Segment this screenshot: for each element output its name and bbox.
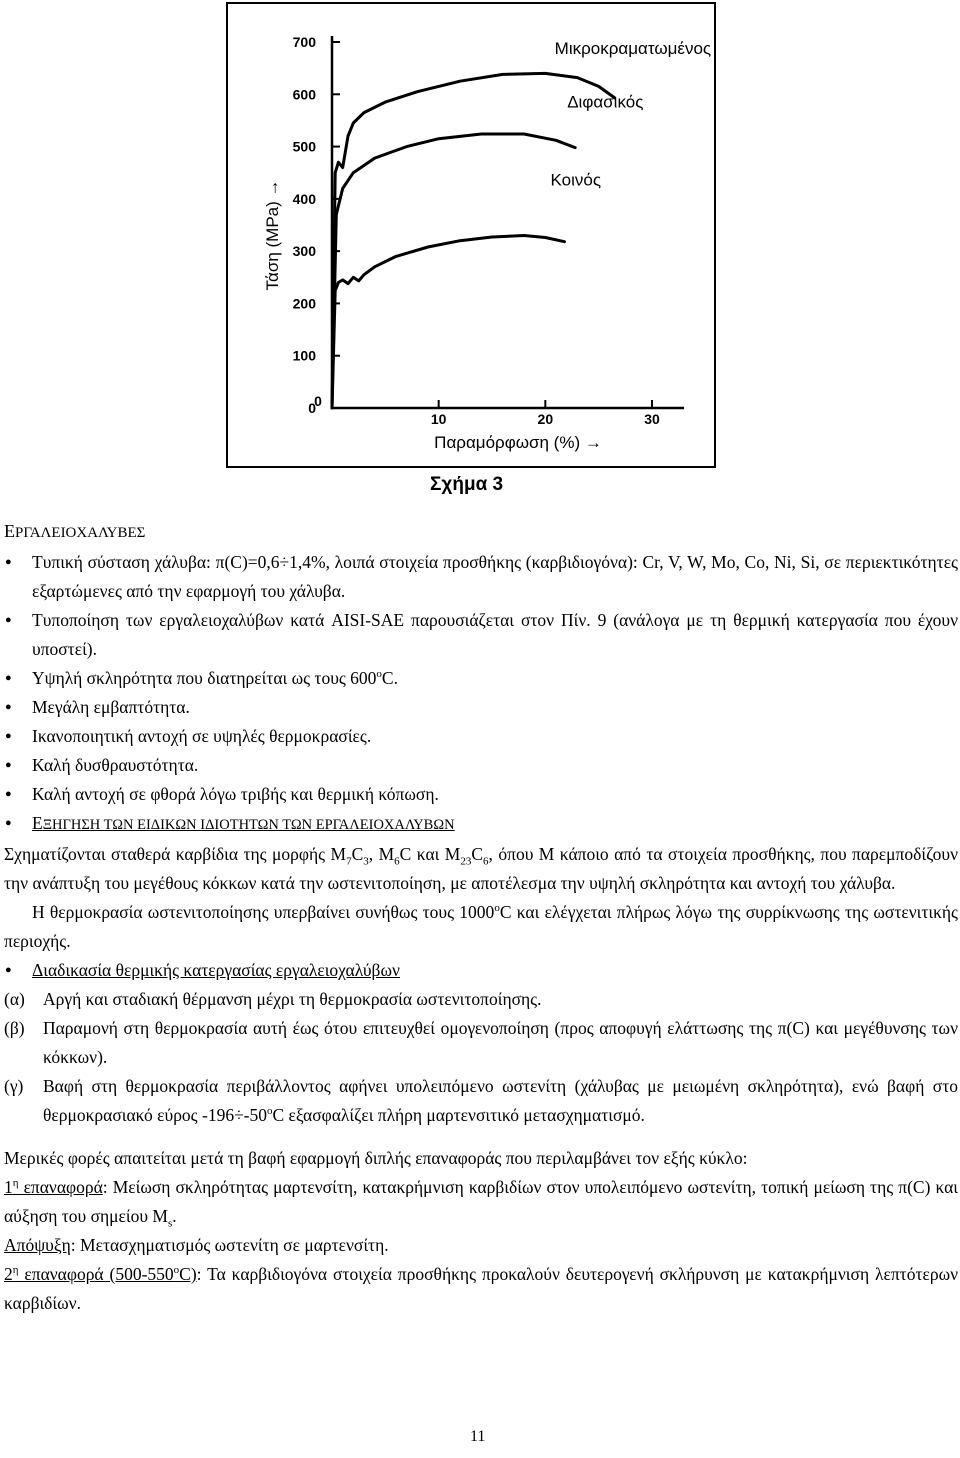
tempering-second: $2^\eta$ επαναφορά (500-550$^o$C): Τα καρβιδιογόνα στοιχεία προσθήκης προκαλούν δευτερογενή σκλήρυνση με κατακρήμνιση λεπτότερων καρβιδίων. [4,1264,958,1313]
stress-strain-chart [228,4,714,466]
x-tick-label: 0 [314,393,322,409]
y-tick-label: 300 [292,243,316,260]
list-item: ● Ικανοποιητική αντοχή σε υψηλές θερμοκρασίες. [4,722,958,751]
list-item: ● Τυπική σύσταση χάλυβα: π(C)=0,6÷1,4%, λοιπά στοιχεία προσθήκης (καρβιδιογόνα): Cr, V, W, Mo, Co, Ni, Si, σε περιεκτικότητες εξαρτώμενες από την εφαρμογή του χάλυβα. [4,548,958,606]
series-label: Διφασικός [567,92,644,112]
list-item: ● Καλή αντοχή σε φθορά λόγω τριβής και θερμική κόπωση. [4,780,958,809]
x-tick-label: 10 [430,411,447,427]
page-number: 11 [470,1428,486,1445]
explanation-paragraph: Σχηματίζονται σταθερά καρβίδια της μορφής $M_7C_3$, $M_6C$ και $M_{23}C_6$, όπου M κάποιο από τα στοιχεία προσθήκης, που παρεμποδίζουν την ανάπτυξη του μεγέθους κόκκων κατά την ωστενιτοποίηση, με αποτέλεσμα την υψηλή σκληρότητα και αντοχή του χάλυβα. [4,844,958,893]
x-tick-label: 30 [644,411,660,427]
list-item: ● Καλή δυσθραυστότητα. [4,751,958,780]
austenitization-paragraph: Η θερμοκρασία ωστενιτοποίησης υπερβαίνει συνήθως τους 1000$^o$C και ελέγχεται πλήρως λόγω της συρρίκνωσης της ωστενιτικής περιοχής. [4,902,958,951]
series-label: Κοινός [550,170,602,190]
y-axis-label: Τάση (MPa) → [263,179,282,291]
tempering-first: $1^\eta$ επαναφορά: Μείωση σκληρότητας μαρτενσίτη, κατακρήμνιση καρβιδίων στον υπολειπόμενο ωστενίτη, τοπική μείωση της π(C) και αύξηση του σημείου $M_s$. [4,1177,959,1230]
properties-list [4,548,958,840]
x-tick-label: 20 [537,411,554,427]
list-item: ● Μεγάλη εμβαπτότητα. [4,693,958,722]
y-tick-label: 700 [292,34,316,50]
list-item: ● Υψηλή σκληρότητα που διατηρείται ως τους 600$^o$C. [4,664,958,693]
process-step-b: (β) Παραμονή στη θερμοκρασία αυτή έως ότου επιτευχθεί ομογενοποίηση (προς αποφυγή ελάττωσης της π(C) και μεγέθυνσης των κόκκων). [4,1018,958,1067]
tempering-intro: Μερικές φορές απαιτείται μετά τη βαφή εφαρμογή διπλής επαναφοράς που περιλαμβάνει τον εξής κύκλο: [4,1148,748,1168]
process-step-c: (γ) Βαφή στη θερμοκρασία περιβάλλοντος αφήνει υπολειπόμενο ωστενίτη (χάλυβας με μειωμένη σκληρότητα), ενώ βαφή στο θερμοκρασιακό εύρος $-196\div-50^oC$ εξασφαλίζει πλήρη μαρτενσιτικό μετασχηματισμό. [4,1076,958,1125]
y-tick-label: 200 [292,295,316,312]
process-list [4,956,958,985]
section-heading: ΕΡΓΑΛΕΙΟΧΑΛΥΒΕΣ [4,521,146,541]
process-title: ● Διαδικασία θερμικής κατεργασίας εργαλειοχαλύβων [4,956,958,985]
y-tick-label: 400 [292,190,316,207]
tempering-cooling: Απόψυξη: Μετασχηματισμός ωστενίτη σε μαρτενσίτη. [4,1235,389,1255]
series-label: Μικροκραματωμένος [554,38,712,58]
text-body [4,517,958,1318]
list-item: ● Τυποποίηση των εργαλειοχαλύβων κατά AISI-SAE παρουσιάζεται στον Πίν. 9 (ανάλογα με τη θερμική κατεργασία που έχουν υποστεί). [4,606,958,664]
figure-frame [226,2,716,468]
figure-caption: Σχήμα 3 [430,474,504,495]
series-line [332,236,565,409]
list-item-explanation-heading: ● ΕΞΗΓΗΣΗ ΤΩΝ ΕΙΔΙΚΩΝ ΙΔΙΟΤΗΤΩΝ ΤΩΝ ΕΡΓΑΛΕΙΟΧΑΛΥΒΩΝ [4,809,958,840]
process-step-a: (α) Αργή και σταδιακή θέρμανση μέχρι τη θερμοκρασία ωστενιτοποίησης. [4,989,542,1009]
y-tick-label: 0 [308,400,316,416]
y-tick-label: 600 [292,86,316,103]
series-line [332,73,615,408]
x-axis-label: Παραμόρφωση (%) → [434,433,602,452]
y-tick-label: 100 [292,347,316,364]
y-tick-label: 500 [292,138,316,155]
